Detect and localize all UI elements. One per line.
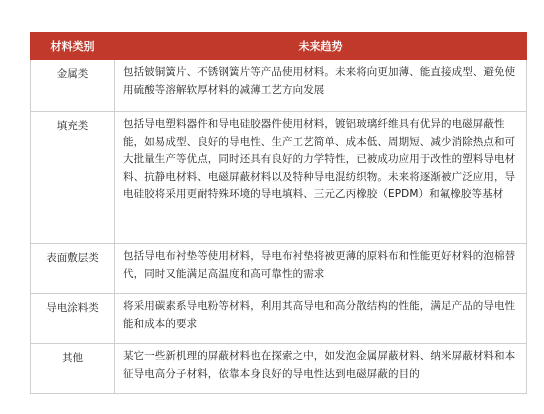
- header-material-category: 材料类别: [31, 33, 115, 60]
- row-trend: 包括导电塑料器件和导电硅胶器件使用材料，镀铝玻璃纤维具有优异的电磁屏蔽性能，如易成型、良好的导电性、生产工艺简单、成本低、周期短、减少消除热点和可大批量生产等优点，同时还具有良好的力学特性，已被成功应用于改性的塑料导电材料、抗静电材料、电磁屏蔽材料以及特种导电混纺织物。未来将逐渐被广泛应用，导电硅胶将采用更耐特殊环境的导电填料、三元乙丙橡胶（EPDM）和氟橡胶等基材: [115, 112, 527, 244]
- materials-trend-table: [30, 32, 527, 394]
- row-category: 其他: [31, 344, 115, 394]
- table-row: [31, 60, 527, 112]
- table-row: [31, 294, 527, 344]
- row-trend: 将采用碳素系导电粉等材料，利用其高导电和高分散结构的性能，满足产品的导电性能和成本的要求: [115, 294, 527, 344]
- row-category: 填充类: [31, 112, 115, 244]
- materials-table-container: [30, 32, 526, 394]
- header-future-trend: 未来趋势: [115, 33, 527, 60]
- row-trend: 包括铍铜簧片、不锈钢簧片等产品使用材料。未来将向更加薄、能直接成型、避免使用硫酸等溶解软厚材料的减薄工艺方向发展: [115, 60, 527, 112]
- row-trend: 包括导电布衬垫等使用材料，导电布衬垫将被更薄的原料布和性能更好材料的泡棉替代，同时又能满足高温度和高可靠性的需求: [115, 244, 527, 294]
- row-category: 导电涂料类: [31, 294, 115, 344]
- row-category: 表面敷层类: [31, 244, 115, 294]
- table-header-row: [31, 33, 527, 60]
- table-row: [31, 112, 527, 244]
- row-category: 金属类: [31, 60, 115, 112]
- table-row: [31, 244, 527, 294]
- row-trend: 某它一些新机理的屏蔽材料也在探索之中，如发泡金属屏蔽材料、纳米屏蔽材料和本征导电高分子材料，依靠本身良好的导电性达到电磁屏蔽的目的: [115, 344, 527, 394]
- table-row: [31, 344, 527, 394]
